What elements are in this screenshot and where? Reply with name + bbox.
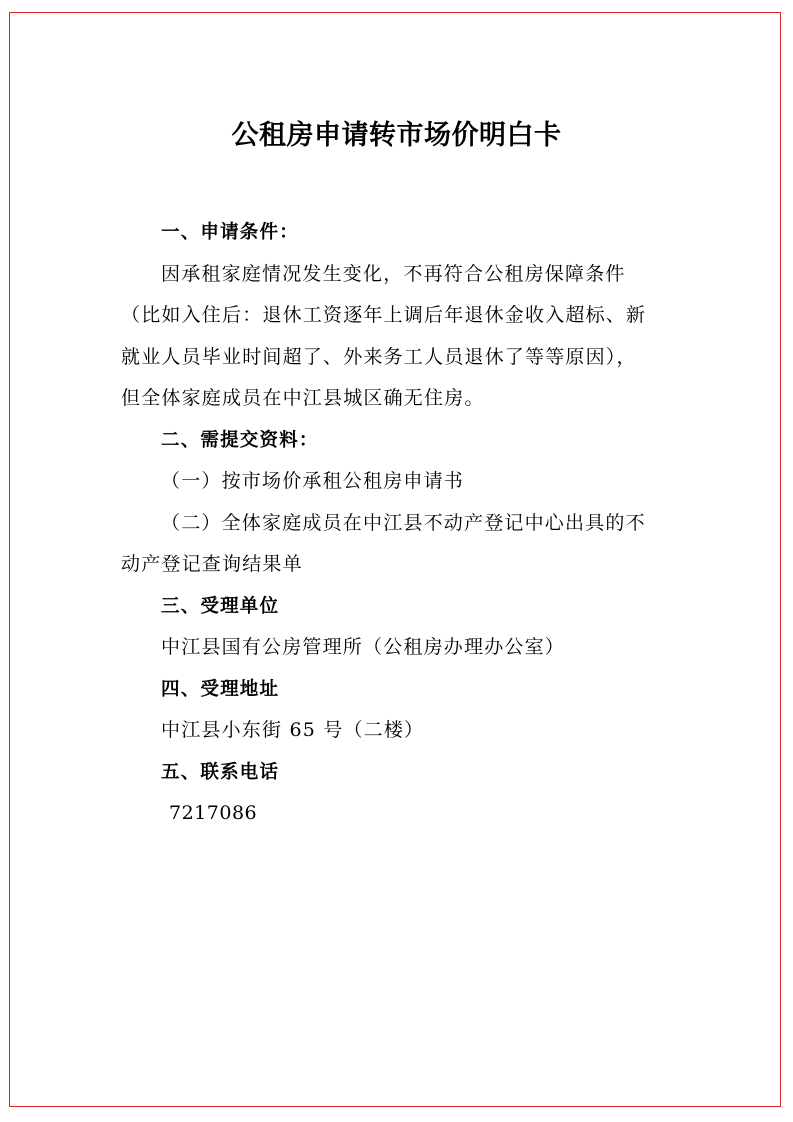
address-value: 中江县小东街 65 号（二楼） [161,719,425,741]
section-heading-unit: 三、受理单位 [161,595,280,617]
conditions-line-2: （比如入住后：退休工资逐年上调后年退休金收入超标、新 [121,304,647,326]
section-heading-address: 四、受理地址 [161,678,280,700]
section-heading-phone: 五、联系电话 [161,761,280,783]
document-body [121,212,679,835]
section-heading-conditions: 一、申请条件： [161,222,299,243]
unit-value: 中江县国有公房管理所（公租房办理办公室） [161,636,566,658]
conditions-line-3: 就业人员毕业时间超了、外来务工人员退休了等等原因）， [121,345,637,368]
materials-item-2-line-2: 动产登记查询结果单 [121,553,303,575]
materials-item-2-line-1: （二）全体家庭成员在中江县不动产登记中心出具的不 [161,511,646,534]
conditions-line-1: 因承租家庭情况发生变化，不再符合公租房保障条件 [161,262,626,285]
materials-item-1: （一）按市场价承租公租房申请书 [161,470,465,492]
conditions-line-4: 但全体家庭成员在中江县城区确无住房。 [121,387,485,409]
document-title: 公租房申请转市场价明白卡 [231,120,562,151]
phone-value: 7217086 [169,802,258,824]
section-heading-materials: 二、需提交资料： [161,429,319,451]
